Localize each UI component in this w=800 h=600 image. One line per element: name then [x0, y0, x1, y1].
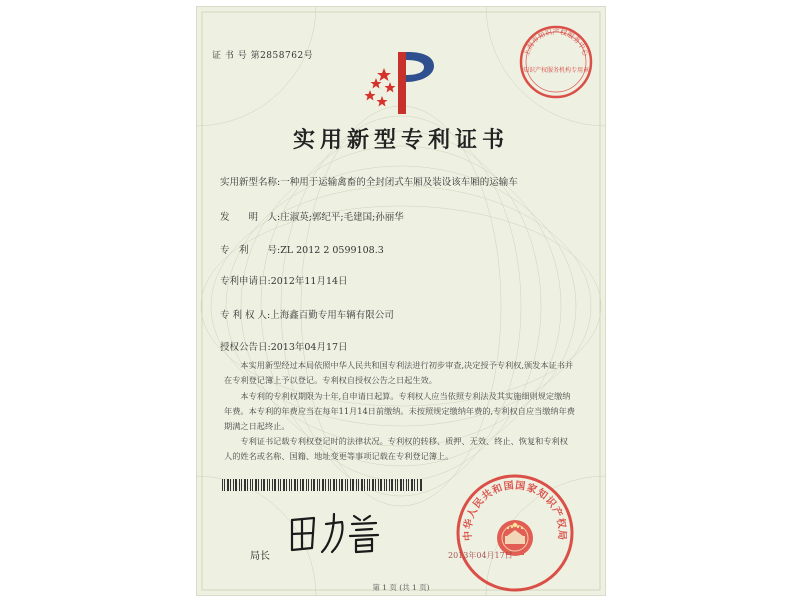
field-value: ZL 2012 2 0599108.3: [280, 245, 384, 256]
field-application-date: [220, 273, 348, 287]
certificate-title: 实用新型专利证书: [292, 127, 509, 153]
service-center-stamp: [518, 24, 594, 100]
seal-text: 中华人民共和国国家知识产权局: [462, 480, 568, 542]
seal-date: 2013年04月17日: [448, 551, 513, 560]
certificate-number: 证 书 号 第2858762号: [212, 51, 314, 61]
top-stamp-inner-text: 知识产权服务机构专用章: [522, 67, 590, 74]
field-value: 2013年04月17日: [270, 342, 348, 353]
field-value: 庄淑英;郭纪平;毛建国;孙丽华: [280, 212, 404, 223]
top-stamp-text: 上海市知识产权服务中心: [522, 28, 590, 58]
director-signature: [284, 506, 384, 558]
sipo-logo-icon: [354, 48, 444, 118]
paragraph-legal-status: 专利证书记载专利权登记时的法律状况。专利权的转移、质押、无效、终止、恢复和专利权人的姓名或名称、国籍、地址变更等事项记载在专利登记簿上。: [224, 436, 568, 461]
field-label: 实用新型名称:: [220, 177, 281, 188]
paragraph-term: 本专利的专利权期限为十年,自申请日起算。专利权人应当依照专利法及其实施细则规定缴纳年费。本专利的年费应当在每年11月14日前缴纳。未按照规定缴纳年费的,专利权自应当缴纳年费期满之日起终止。: [224, 391, 575, 431]
signature-text: 田力普: [284, 506, 287, 507]
paragraph-grant: 本实用新型经过本局依照中华人民共和国专利法进行初步审查,决定授予专利权,颁发本证书并在专利登记簿上予以登记。专利权自授权公告之日起生效。: [224, 360, 574, 385]
sipo-official-seal: [454, 472, 576, 594]
field-patentee: [220, 307, 394, 321]
field-value: 上海鑫百勤专用车辆有限公司: [270, 310, 394, 321]
field-utility-model-name: [220, 174, 518, 188]
field-label: 授权公告日:: [220, 342, 271, 353]
field-label: 专利申请日:: [220, 276, 271, 287]
field-value: 2012年11月14日: [270, 276, 348, 287]
field-inventors: [220, 209, 404, 223]
field-label: 专 利 号:: [220, 245, 281, 256]
barcode-icon: [222, 479, 422, 491]
svg-text:上海市知识产权服务中心: [522, 27, 591, 58]
field-patent-number: [220, 242, 384, 256]
field-label: 发 明 人:: [220, 212, 281, 223]
page-number: 第 1 页 (共 1 页): [372, 583, 430, 592]
director-label: 局长: [250, 551, 270, 562]
field-grant-date: [220, 339, 348, 353]
field-label: 专 利 权 人:: [220, 310, 271, 321]
patent-certificate: [196, 6, 606, 596]
field-value: 一种用于运输禽畜的全封闭式车厢及装设该车厢的运输车: [280, 177, 518, 188]
